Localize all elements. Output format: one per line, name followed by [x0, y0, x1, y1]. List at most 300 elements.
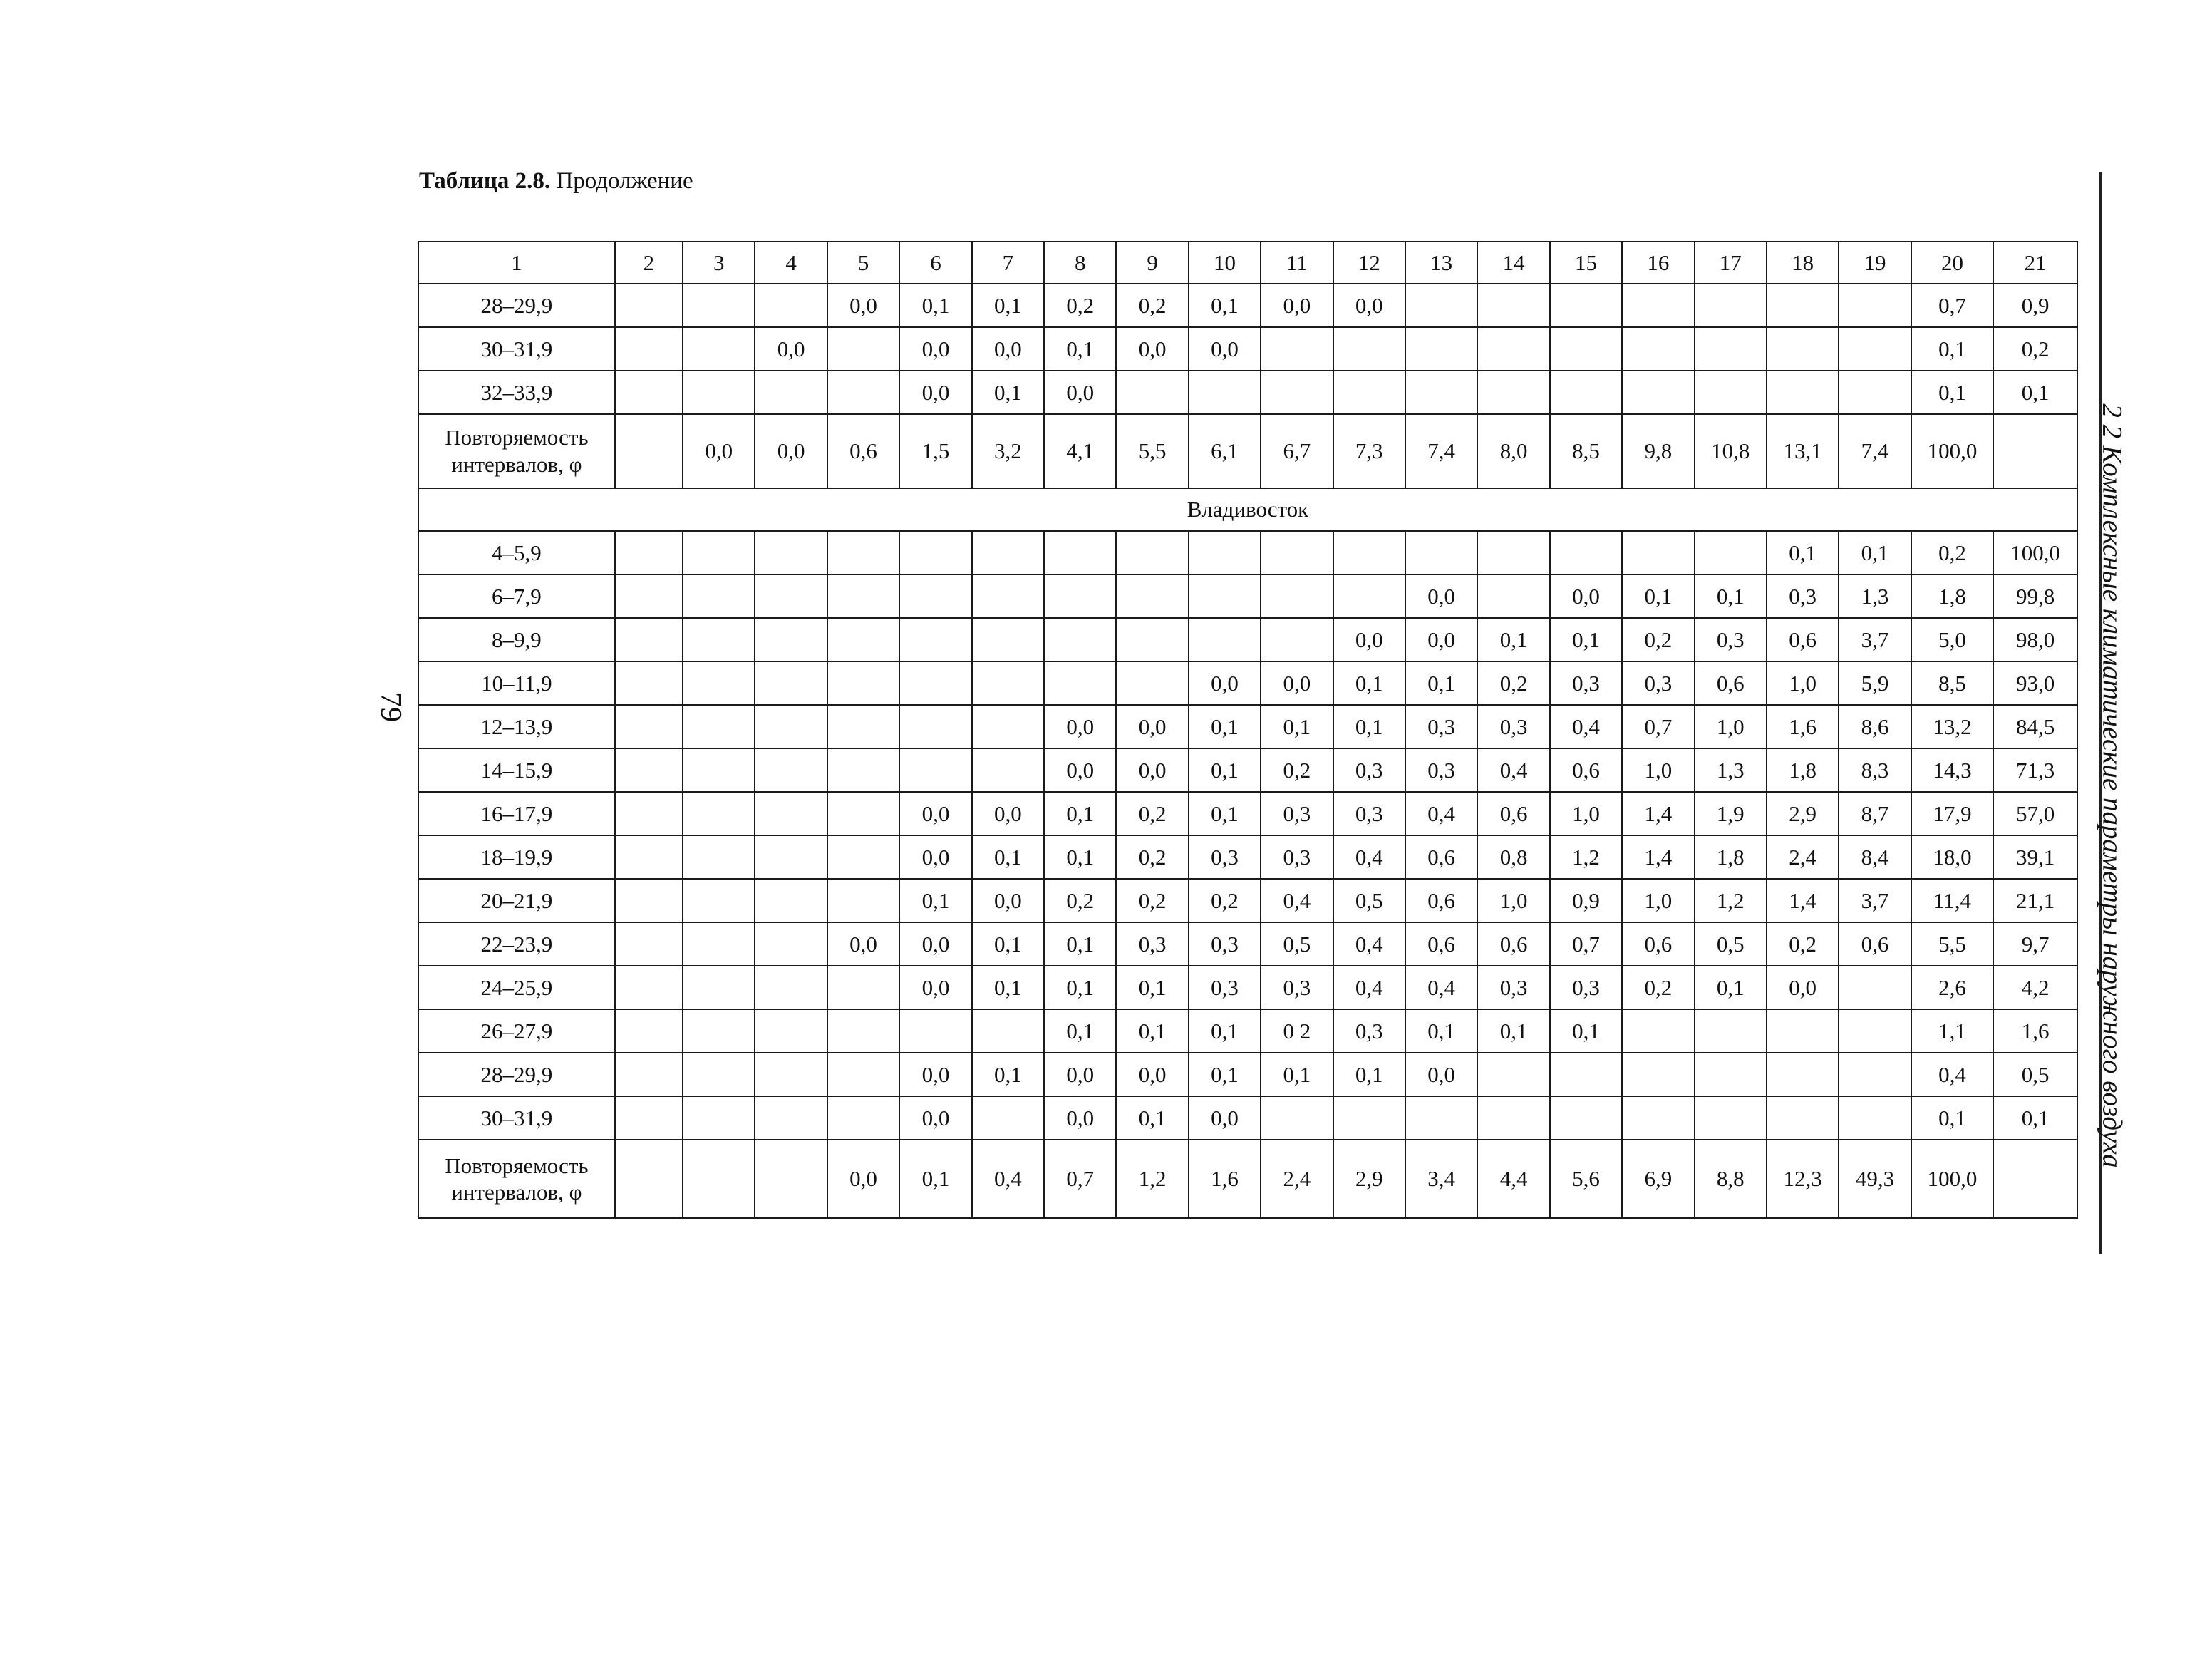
table-cell	[755, 1053, 827, 1096]
table-cell	[972, 661, 1044, 705]
table-cell: 0,1	[1622, 574, 1694, 618]
table-cell: 1,2	[1116, 1140, 1188, 1218]
table-cell	[1116, 531, 1188, 574]
table-cell: 0,0	[827, 1140, 899, 1218]
table-cell: 0,0	[1405, 618, 1477, 661]
table-cell	[1261, 1096, 1333, 1140]
table-cell: 9,8	[1622, 414, 1694, 488]
table-cell	[755, 371, 827, 414]
table-cell	[683, 531, 755, 574]
table-cell	[1116, 618, 1188, 661]
table-cell	[755, 705, 827, 748]
table-row	[418, 705, 2077, 748]
table-cell: 14,3	[1911, 748, 1994, 792]
data-table	[418, 241, 2078, 1219]
table-cell	[755, 748, 827, 792]
table-cell: 0,9	[1550, 879, 1622, 922]
table-cell: 0,0	[827, 922, 899, 966]
table-cell	[1839, 284, 1911, 327]
table-cell: 0,1	[972, 922, 1044, 966]
row-label-cell: 6–7,9	[418, 574, 615, 618]
table-cell	[683, 922, 755, 966]
table-cell: 0,2	[1477, 661, 1549, 705]
table-cell: 0,1	[972, 835, 1044, 879]
table-cell: 0,0	[899, 327, 971, 371]
table-cell: 0,0	[1116, 748, 1188, 792]
table-cell: 0,1	[972, 371, 1044, 414]
table-cell	[683, 1140, 755, 1218]
table-cell	[615, 574, 683, 618]
table-cell: 21	[1993, 242, 2077, 284]
table-cell: 0,4	[1333, 835, 1405, 879]
table-cell	[1550, 531, 1622, 574]
table-cell	[972, 618, 1044, 661]
table-cell: 0,1	[1550, 618, 1622, 661]
table-cell	[827, 327, 899, 371]
page-number: 79	[374, 692, 407, 722]
table-cell	[1189, 371, 1261, 414]
table-cell: 5,5	[1116, 414, 1188, 488]
table-cell: 0,1	[1477, 618, 1549, 661]
table-row	[418, 327, 2077, 371]
table-cell: 0,0	[1044, 705, 1116, 748]
table-cell: 0,0	[899, 922, 971, 966]
table-cell: 71,3	[1993, 748, 2077, 792]
table-cell	[1261, 574, 1333, 618]
table-cell: 10	[1189, 242, 1261, 284]
table-cell: 0,0	[899, 835, 971, 879]
table-cell: 0,0	[899, 1053, 971, 1096]
table-cell	[755, 879, 827, 922]
row-label-cell: 28–29,9	[418, 1053, 615, 1096]
table-cell: 8,6	[1839, 705, 1911, 748]
table-cell	[683, 661, 755, 705]
table-cell	[755, 1140, 827, 1218]
table-cell: 12,3	[1767, 1140, 1839, 1218]
table-cell	[1261, 618, 1333, 661]
table-cell	[1044, 531, 1116, 574]
table-cell	[615, 661, 683, 705]
section-row	[418, 488, 2077, 532]
table-cell: 1,0	[1695, 705, 1767, 748]
table-cell	[1839, 1096, 1911, 1140]
table-cell	[615, 748, 683, 792]
table-cell: 0,0	[899, 966, 971, 1009]
table-cell	[755, 284, 827, 327]
table-cell: 2,4	[1261, 1140, 1333, 1218]
table-cell: 0,1	[1044, 1009, 1116, 1053]
table-cell: 0,0	[899, 792, 971, 835]
table-cell	[1261, 327, 1333, 371]
table-cell: 10,8	[1695, 414, 1767, 488]
table-cell	[683, 705, 755, 748]
table-cell: 0,4	[1405, 792, 1477, 835]
table-cell	[1189, 618, 1261, 661]
table-cell: 0,0	[827, 284, 899, 327]
table-cell: 0,0	[972, 327, 1044, 371]
table-cell: 0,1	[1189, 1009, 1261, 1053]
table-cell: 0 2	[1261, 1009, 1333, 1053]
table-cell	[1477, 1053, 1549, 1096]
table-cell	[1189, 574, 1261, 618]
table-cell: 0,4	[1333, 922, 1405, 966]
table-cell: 0,7	[1911, 284, 1994, 327]
table-cell: 17,9	[1911, 792, 1994, 835]
table-cell	[972, 705, 1044, 748]
table-cell: 0,0	[899, 371, 971, 414]
table-cell	[615, 327, 683, 371]
table-cell: 0,1	[1116, 1096, 1188, 1140]
table-cell: 0,5	[1695, 922, 1767, 966]
table-cell: 18	[1767, 242, 1839, 284]
table-cell	[1405, 371, 1477, 414]
table-cell	[1116, 371, 1188, 414]
table-cell: 2,4	[1767, 835, 1839, 879]
table-cell: 0,2	[1767, 922, 1839, 966]
row-label-cell: 12–13,9	[418, 705, 615, 748]
table-cell: 0,4	[1911, 1053, 1994, 1096]
table-cell	[755, 1096, 827, 1140]
table-cell	[1767, 1096, 1839, 1140]
table-cell: 0,1	[1550, 1009, 1622, 1053]
table-cell: 99,8	[1993, 574, 2077, 618]
table-cell	[1116, 661, 1188, 705]
table-cell: 11,4	[1911, 879, 1994, 922]
table-cell: 1,5	[899, 414, 971, 488]
table-cell: 0,2	[1116, 879, 1188, 922]
table-cell	[899, 531, 971, 574]
table-cell: 14	[1477, 242, 1549, 284]
table-cell	[1405, 327, 1477, 371]
table-row	[418, 371, 2077, 414]
table-cell	[827, 835, 899, 879]
table-cell: 5,6	[1550, 1140, 1622, 1218]
table-cell: 84,5	[1993, 705, 2077, 748]
table-cell: 0,1	[1333, 661, 1405, 705]
table-cell: 20	[1911, 242, 1994, 284]
table-cell	[683, 1096, 755, 1140]
table-cell	[615, 1009, 683, 1053]
table-cell	[1044, 574, 1116, 618]
repeatability-row	[418, 1140, 2077, 1218]
table-cell: 0,0	[755, 327, 827, 371]
table-cell: 0,1	[972, 1053, 1044, 1096]
table-cell: 0,1	[1695, 966, 1767, 1009]
table-cell: 1,4	[1767, 879, 1839, 922]
table-row	[418, 1096, 2077, 1140]
table-cell	[827, 618, 899, 661]
table-cell: 0,6	[1695, 661, 1767, 705]
table-cell: 0,0	[1116, 327, 1188, 371]
table-cell: 1,2	[1550, 835, 1622, 879]
table-cell: 0,6	[827, 414, 899, 488]
table-cell: 5,0	[1911, 618, 1994, 661]
table-cell: 0,1	[1839, 531, 1911, 574]
table-cell	[1477, 371, 1549, 414]
table-cell	[1695, 327, 1767, 371]
table-cell: 0,4	[1333, 966, 1405, 1009]
table-cell: 1,0	[1550, 792, 1622, 835]
table-caption	[419, 168, 693, 195]
table-cell: 6	[899, 242, 971, 284]
table-cell: 0,1	[1911, 1096, 1994, 1140]
table-cell: 5	[827, 242, 899, 284]
table-cell	[755, 966, 827, 1009]
table-cell: 1,3	[1839, 574, 1911, 618]
table-cell	[683, 792, 755, 835]
table-cell: 0,0	[1189, 661, 1261, 705]
table-cell: 6,1	[1189, 414, 1261, 488]
table-cell	[615, 371, 683, 414]
table-cell	[1405, 1096, 1477, 1140]
table-cell: 0,1	[1044, 792, 1116, 835]
table-row	[418, 1053, 2077, 1096]
table-cell: 0,0	[1044, 1053, 1116, 1096]
table-cell: 0,0	[1550, 574, 1622, 618]
table-cell: 0,3	[1333, 792, 1405, 835]
table-cell: 0,5	[1333, 879, 1405, 922]
row-label-cell: 4–5,9	[418, 531, 615, 574]
table-cell	[1333, 574, 1405, 618]
row-label-cell: Повторяемость интервалов, φ	[418, 414, 615, 488]
table-cell	[827, 531, 899, 574]
table-cell: 13	[1405, 242, 1477, 284]
table-cell: 0,3	[1333, 1009, 1405, 1053]
table-cell	[1550, 371, 1622, 414]
table-cell	[827, 1009, 899, 1053]
table-row	[418, 835, 2077, 879]
table-cell	[755, 922, 827, 966]
table-cell: 2,6	[1911, 966, 1994, 1009]
table-cell: 1,9	[1695, 792, 1767, 835]
table-cell: 2,9	[1333, 1140, 1405, 1218]
table-cell: 0,3	[1695, 618, 1767, 661]
table-cell: 2,9	[1767, 792, 1839, 835]
table-cell: 0,2	[1911, 531, 1994, 574]
table-cell: 0,0	[1767, 966, 1839, 1009]
table-cell: 0,3	[1261, 835, 1333, 879]
table-cell: 0,0	[972, 792, 1044, 835]
table-cell: 3,2	[972, 414, 1044, 488]
table-cell	[1333, 531, 1405, 574]
table-cell: 8,3	[1839, 748, 1911, 792]
row-label-cell: 14–15,9	[418, 748, 615, 792]
table-cell: 0,3	[1477, 966, 1549, 1009]
table-cell	[1695, 1053, 1767, 1096]
table-cell: 0,3	[1405, 748, 1477, 792]
table-row	[418, 792, 2077, 835]
table-cell	[1767, 284, 1839, 327]
table-cell: 49,3	[1839, 1140, 1911, 1218]
table-cell: 0,9	[1993, 284, 2077, 327]
table-cell: 0,1	[1333, 1053, 1405, 1096]
table-cell: 19	[1839, 242, 1911, 284]
table-cell	[755, 792, 827, 835]
table-cell: 1,8	[1911, 574, 1994, 618]
table-cell: 0,8	[1477, 835, 1549, 879]
table-cell	[972, 1096, 1044, 1140]
table-cell: 4,2	[1993, 966, 2077, 1009]
table-cell: 0,1	[1189, 748, 1261, 792]
table-cell: 100,0	[1993, 531, 2077, 574]
table-cell	[827, 705, 899, 748]
table-cell	[1550, 284, 1622, 327]
table-cell: 7	[972, 242, 1044, 284]
table-cell: 0,0	[683, 414, 755, 488]
table-cell: 0,2	[1622, 618, 1694, 661]
table-cell	[1477, 284, 1549, 327]
table-cell: 0,1	[1116, 1009, 1188, 1053]
table-cell: 0,1	[1993, 1096, 2077, 1140]
table-cell: 8,4	[1839, 835, 1911, 879]
table-row	[418, 661, 2077, 705]
table-cell	[1333, 371, 1405, 414]
table-cell	[1839, 327, 1911, 371]
table-cell	[1622, 284, 1694, 327]
table-cell: 4	[755, 242, 827, 284]
table-cell: 0,1	[1477, 1009, 1549, 1053]
table-cell	[683, 618, 755, 661]
table-cell: 5,5	[1911, 922, 1994, 966]
table-cell	[615, 835, 683, 879]
table-row	[418, 284, 2077, 327]
table-cell: 0,6	[1405, 879, 1477, 922]
table-cell: 0,1	[1116, 966, 1188, 1009]
table-cell: 0,4	[1477, 748, 1549, 792]
table-cell	[1695, 1096, 1767, 1140]
table-cell: 0,6	[1477, 792, 1549, 835]
table-cell: 0,0	[1044, 1096, 1116, 1140]
table-cell	[1550, 327, 1622, 371]
table-cell	[615, 618, 683, 661]
table-cell: 39,1	[1993, 835, 2077, 879]
table-caption-text: Продолжение	[550, 168, 693, 194]
table-cell	[615, 1140, 683, 1218]
table-cell: 0,3	[1261, 966, 1333, 1009]
table-cell: 3,4	[1405, 1140, 1477, 1218]
table-row	[418, 618, 2077, 661]
row-label-cell: 32–33,9	[418, 371, 615, 414]
row-label-cell: 22–23,9	[418, 922, 615, 966]
table-cell	[615, 705, 683, 748]
table-cell: 0,1	[1189, 284, 1261, 327]
table-cell	[899, 705, 971, 748]
table-cell: 0,1	[1695, 574, 1767, 618]
table-cell: 8,8	[1695, 1140, 1767, 1218]
table-cell: 0,5	[1261, 922, 1333, 966]
table-cell: 0,2	[1622, 966, 1694, 1009]
table-cell	[1767, 327, 1839, 371]
table-cell	[1477, 327, 1549, 371]
table-cell: 0,6	[1405, 922, 1477, 966]
table-cell	[1116, 574, 1188, 618]
table-cell: 1,8	[1767, 748, 1839, 792]
table-cell	[1695, 531, 1767, 574]
table-cell: 0,1	[1261, 705, 1333, 748]
table-cell	[827, 661, 899, 705]
table-cell: 4,1	[1044, 414, 1116, 488]
table-cell: 11	[1261, 242, 1333, 284]
table-cell: 0,0	[1333, 284, 1405, 327]
table-cell: 0,1	[1405, 661, 1477, 705]
table-cell: 0,5	[1993, 1053, 2077, 1096]
table-cell	[827, 371, 899, 414]
table-cell	[1477, 531, 1549, 574]
table-cell	[755, 1009, 827, 1053]
table-cell: 0,3	[1189, 835, 1261, 879]
table-cell	[1839, 371, 1911, 414]
table-cell: 0,1	[972, 966, 1044, 1009]
table-cell: 0,2	[1044, 284, 1116, 327]
table-cell	[683, 748, 755, 792]
table-cell	[1477, 1096, 1549, 1140]
table-cell	[1622, 327, 1694, 371]
table-cell	[1767, 371, 1839, 414]
table-cell: 0,2	[1993, 327, 2077, 371]
table-cell: 0,3	[1189, 922, 1261, 966]
table-row	[418, 1009, 2077, 1053]
table-cell: 0,3	[1622, 661, 1694, 705]
table-cell: 0,0	[1261, 661, 1333, 705]
table-cell: 0,0	[1116, 1053, 1188, 1096]
table-cell	[827, 1096, 899, 1140]
table-cell: 0,0	[1189, 1096, 1261, 1140]
table-cell	[899, 574, 971, 618]
row-label-cell: 10–11,9	[418, 661, 615, 705]
table-cell: 1,4	[1622, 835, 1694, 879]
table-cell	[615, 414, 683, 488]
table-cell: 0,0	[1044, 748, 1116, 792]
table-cell	[683, 327, 755, 371]
table-cell	[827, 1053, 899, 1096]
table-cell: 0,6	[1405, 835, 1477, 879]
table-cell	[683, 966, 755, 1009]
table-row	[418, 966, 2077, 1009]
table-cell	[615, 879, 683, 922]
table-cell: 0,2	[1116, 835, 1188, 879]
table-cell	[615, 1053, 683, 1096]
table-cell	[972, 574, 1044, 618]
table-cell: 0,1	[1189, 705, 1261, 748]
table-cell	[1044, 661, 1116, 705]
table-cell	[972, 748, 1044, 792]
table-cell	[615, 792, 683, 835]
table-cell	[899, 618, 971, 661]
table-cell	[1333, 1096, 1405, 1140]
table-cell: 0,6	[1550, 748, 1622, 792]
table-row	[418, 574, 2077, 618]
table-cell: 21,1	[1993, 879, 2077, 922]
table-cell	[1622, 1096, 1694, 1140]
table-cell: 0,0	[1116, 705, 1188, 748]
table-cell	[615, 922, 683, 966]
table-cell: 0,3	[1261, 792, 1333, 835]
table-cell	[1839, 1053, 1911, 1096]
table-cell	[1622, 531, 1694, 574]
table-cell: 18,0	[1911, 835, 1994, 879]
table-cell: 0,0	[1333, 618, 1405, 661]
table-cell	[1550, 1096, 1622, 1140]
table-cell: 0,4	[1261, 879, 1333, 922]
table-cell: 1,0	[1767, 661, 1839, 705]
table-cell	[1333, 327, 1405, 371]
row-label-cell: 20–21,9	[418, 879, 615, 922]
table-cell: 1,6	[1767, 705, 1839, 748]
table-cell	[683, 835, 755, 879]
table-cell: 8,5	[1911, 661, 1994, 705]
table-cell: 0,1	[1044, 835, 1116, 879]
table-cell: 3,7	[1839, 879, 1911, 922]
